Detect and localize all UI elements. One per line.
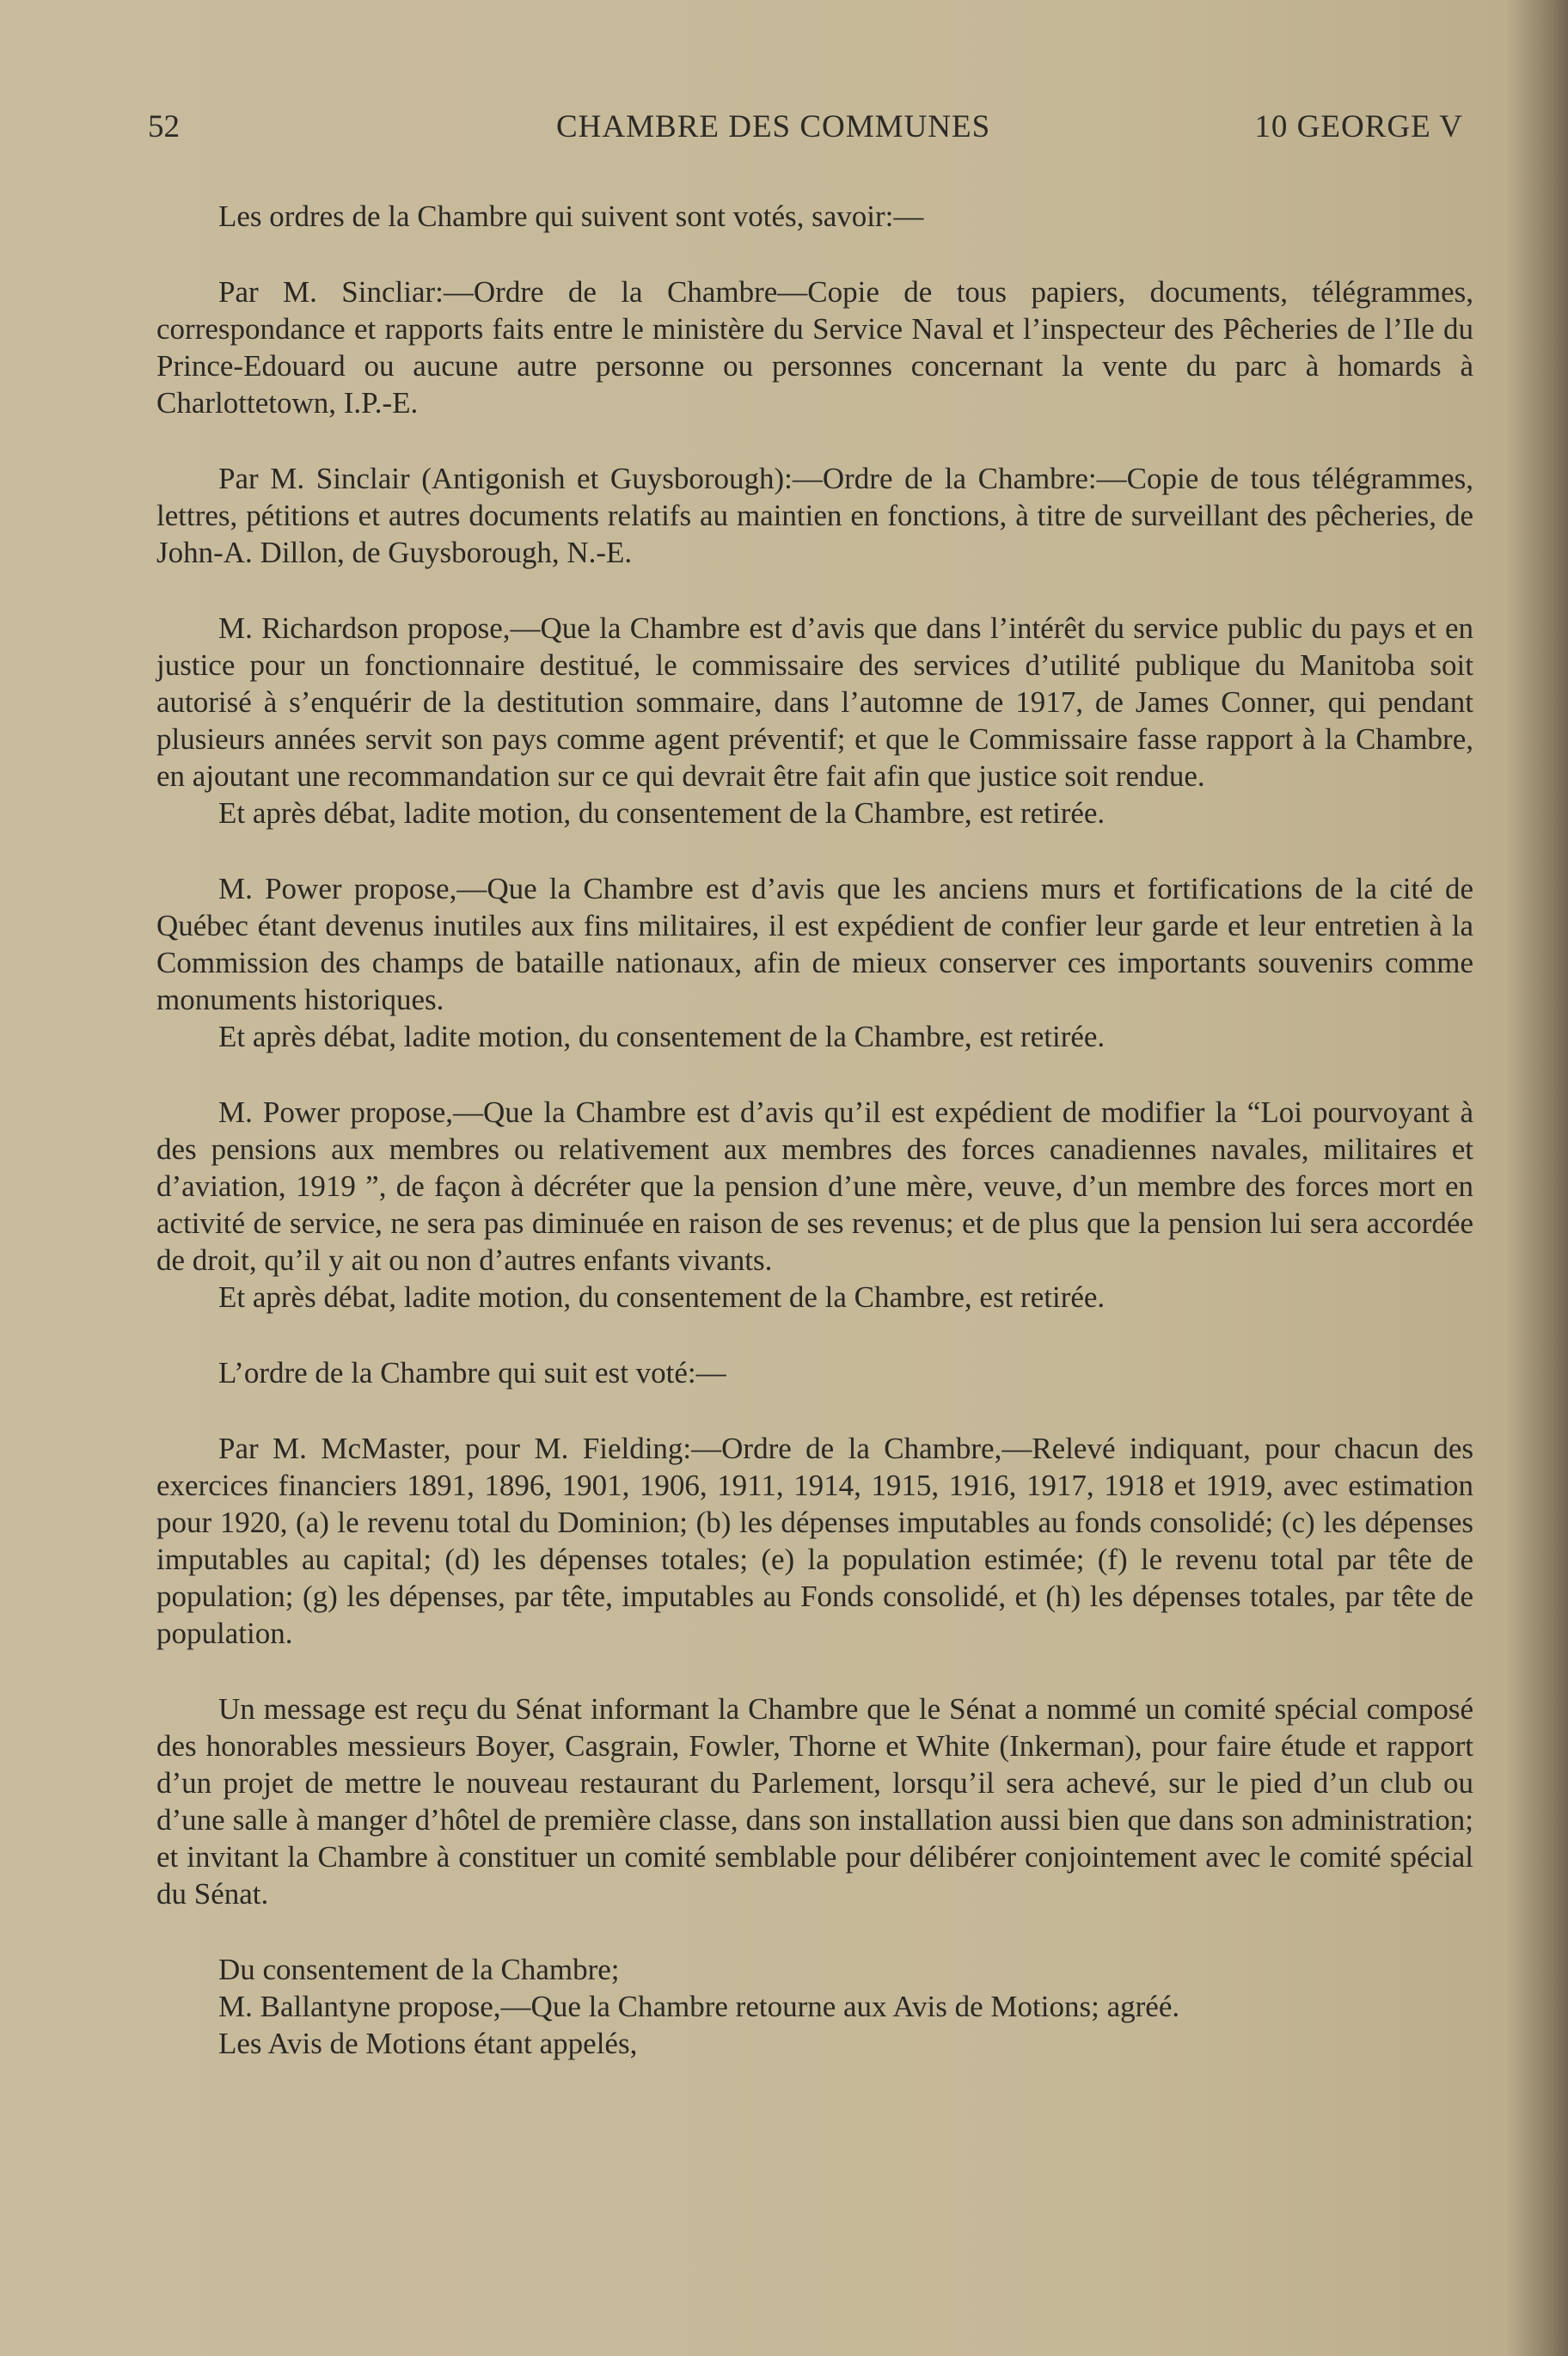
running-header bbox=[148, 108, 1463, 151]
paragraph-motion-withdrawn-2: Et après débat, ladite motion, du consentement de la Chambre, est retirée. bbox=[218, 1020, 1106, 1053]
page-number: 52 bbox=[148, 109, 180, 144]
paragraph-motion-withdrawn-1: Et après débat, ladite motion, du consentement de la Chambre, est retirée. bbox=[218, 796, 1106, 830]
paragraph-motion-withdrawn-3: Et après débat, ladite motion, du consentement de la Chambre, est retirée. bbox=[218, 1280, 1106, 1314]
body-text bbox=[156, 198, 1473, 2062]
regnal-year: 10 GEORGE V bbox=[1254, 109, 1463, 144]
paragraph-motion-richardson: M. Richardson propose,—Que la Chambre est d’avis que dans l’intérêt du service public du pays et en justice pour un fonctionnaire destitué, le commissaire des services d’utilité publique du Manitoba soit autorisé à s’enquérir de la destitution sommaire, dans l’automne de 1917, de James Conner, qui pendant plusieurs années servit son pays comme agent préventif; et que le Commissaire fasse rapport à la Chambre, en ajoutant une recommandation sur ce qui devrait être fait afin que justice soit rendue. bbox=[156, 611, 1473, 793]
header-title: CHAMBRE DES COMMUNES bbox=[556, 109, 991, 144]
paragraph-order-intro-2: L’ordre de la Chambre qui suit est voté:— bbox=[218, 1356, 726, 1390]
paragraph-order-sinclair-lobster: Par M. Sincliar:—Ordre de la Chambre—Copie de tous papiers, documents, télégrammes, correspondance et rapports faits entre le ministère du Service Naval et l’inspecteur des Pêcheries de l’Ile du Prince-Edouard ou aucune autre personne ou personnes concernant la vente du parc à homards à Charlottetown, I.P.-E. bbox=[156, 275, 1473, 420]
paragraph-motion-power-quebec: M. Power propose,—Que la Chambre est d’avis que les anciens murs et fortifications de la cité de Québec étant devenus inutiles aux fins militaires, il est expédient de confier leur garde et leur entretien à la Commission des champs de bataille nationaux, afin de mieux conserver ces importants souvenirs comme monuments historiques. bbox=[156, 872, 1473, 1016]
paragraph-orders-intro: Les ordres de la Chambre qui suivent sont votés, savoir:— bbox=[218, 199, 924, 233]
paragraph-motion-power-pensions: M. Power propose,—Que la Chambre est d’avis qu’il est expédient de modifier la “Loi pourvoyant à des pensions aux membres ou relativement aux membres des forces canadiennes navales, militaires et d’aviation, 1919 ”, de façon à décréter que la pension d’une mère, veuve, d’un membre des forces mort en activité de service, ne sera pas diminuée en raison de ses revenus; et de plus que la pension lui sera accordée de droit, qu’il y ait ou non d’autres enfants vivants. bbox=[156, 1095, 1473, 1277]
paragraph-order-mcmaster: Par M. McMaster, pour M. Fielding:—Ordre de la Chambre,—Relevé indiquant, pour chacun des exercices financiers 1891, 1896, 1901, 1906, 1911, 1914, 1915, 1916, 1917, 1918 et 1919, avec estimation pour 1920, (a) le revenu total du Dominion; (b) les dépenses imputables au fonds consolidé; (c) les dépenses imputables au capital; (d) les dépenses totales; (e) la population estimée; (f) le revenu total par tête de population; (g) les dépenses, par tête, imputables au Fonds consolidé, et (h) les dépenses totales, par tête de population. bbox=[156, 1432, 1473, 1650]
paragraph-motion-ballantyne: M. Ballantyne propose,—Que la Chambre retourne aux Avis de Motions; agréé. bbox=[218, 1990, 1180, 2023]
paragraph-consent: Du consentement de la Chambre; bbox=[218, 1953, 620, 1986]
paragraph-order-sinclair-dillon: Par M. Sinclair (Antigonish et Guysborough):—Ordre de la Chambre:—Copie de tous télégrammes, lettres, pétitions et autres documents relatifs au maintien en fonctions, à titre de surveillant des pêcheries, de John-A. Dillon, de Guysborough, N.-E. bbox=[156, 462, 1473, 569]
paragraph-notices-called: Les Avis de Motions étant appelés, bbox=[218, 2027, 638, 2060]
paragraph-senate-message: Un message est reçu du Sénat informant la Chambre que le Sénat a nommé un comité spécial composé des honorables messieurs Boyer, Casgrain, Fowler, Thorne et White (Inkerman), pour faire étude et rapport d’un projet de mettre le nouveau restaurant du Parlement, lorsqu’il sera achevé, sur le pied d’un club ou d’une salle à manger d’hôtel de première classe, dans son installation aussi bien que dans son administration; et invitant la Chambre à constituer un comité semblable pour délibérer conjointement avec le comité spécial du Sénat. bbox=[156, 1692, 1473, 1911]
